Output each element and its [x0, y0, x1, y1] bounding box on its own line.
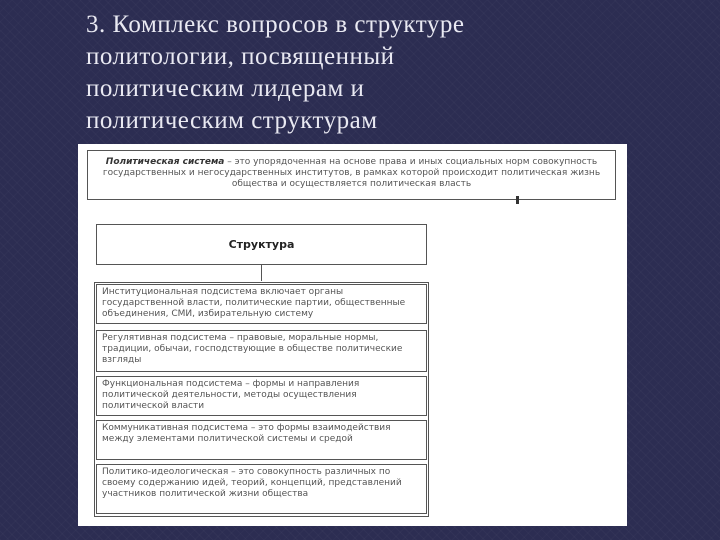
title-line-3: политическим лидерам и	[86, 75, 365, 102]
subsystem-functional: Функциональная подсистема – формы и направления политической деятельности, методы осуществления политической власти	[96, 376, 427, 416]
structure-box	[96, 224, 427, 265]
structure-label: Структура	[228, 238, 295, 251]
document-image	[78, 144, 627, 526]
definition-box	[87, 150, 616, 200]
connector-mark	[516, 196, 519, 204]
title-line-1: 3. Комплекс вопросов в структуре	[86, 11, 465, 38]
subsystem-ideological: Политико-идеологическая – это совокупность различных по своему содержанию идей, теорий, концепций, представлений участников политической жизни общества	[96, 464, 427, 514]
subsystem-institutional: Институциональная подсистема включает органы государственной власти, политические партии, общественные объединения, СМИ, избирательную систему	[96, 284, 427, 324]
title-line-2: политологии, посвященный	[86, 43, 395, 70]
definition-text: – это упорядоченная на основе права и иных социальных норм совокупность государственных и негосударственных институтов, в рамках которой происходит политическая жизнь общества и осуществляется политическая власть	[102, 157, 601, 189]
title-line-4: политическим структурам	[86, 107, 378, 134]
definition-term: Политическая система	[105, 157, 225, 167]
subsystem-communicative: Коммуникативная подсистема – это формы взаимодействия между элементами политической системы и средой	[96, 420, 427, 460]
subsystem-regulatory: Регулятивная подсистема – правовые, моральные нормы, традиции, обычаи, господствующие в обществе политические взгляды	[96, 330, 427, 372]
structure-connector	[261, 265, 262, 281]
